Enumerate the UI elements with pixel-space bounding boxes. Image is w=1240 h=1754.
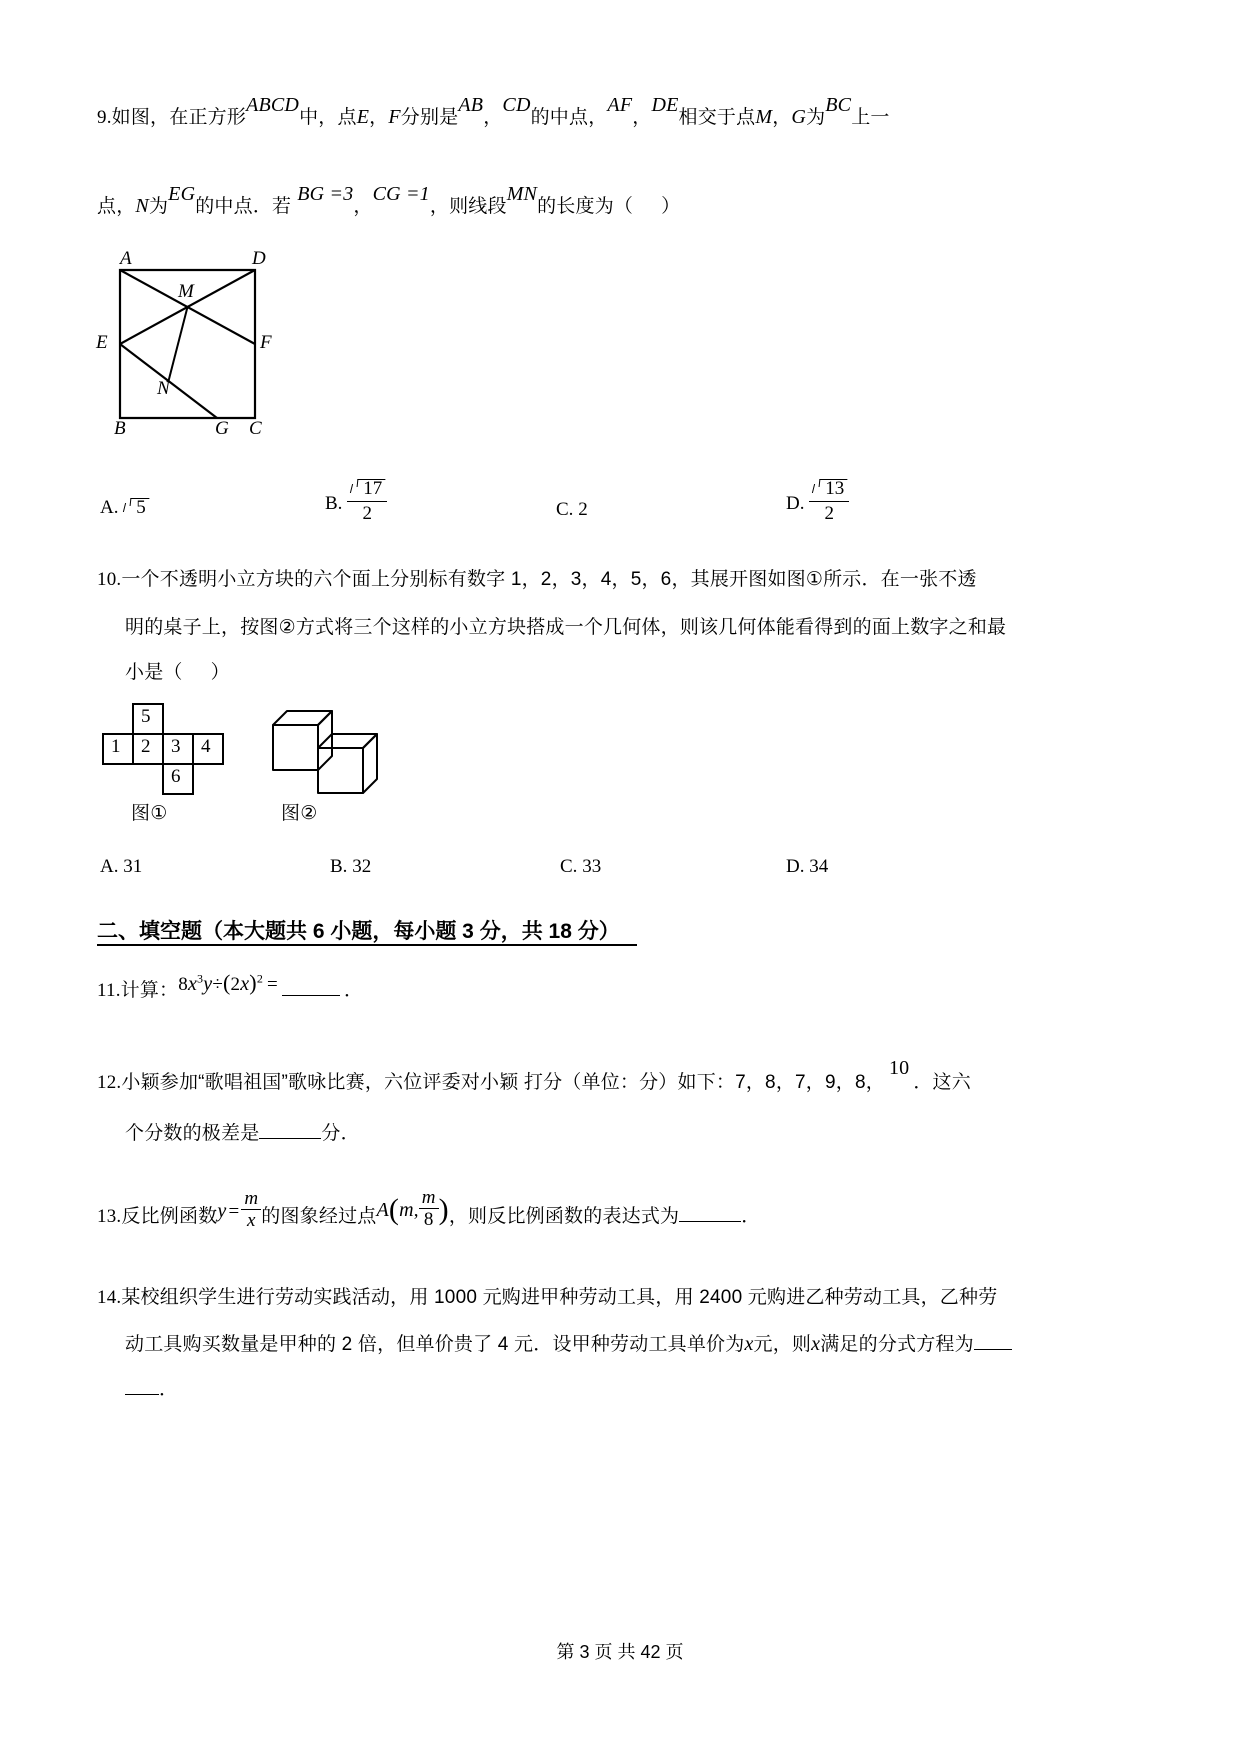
- q13-point-frac-num: m: [421, 1187, 436, 1208]
- q13-frac-den: x: [241, 1209, 261, 1230]
- q9-option-a-label: A.: [100, 497, 119, 518]
- q9-option-d-radical: [812, 478, 846, 500]
- question-9-line-1: [97, 94, 890, 128]
- q13-answer-blank[interactable]: [679, 1205, 741, 1222]
- question-12-line-1: [97, 1057, 971, 1093]
- page-footer: [0, 1638, 1240, 1664]
- question-9-line-2: [97, 183, 681, 217]
- q9-option-c-label: C.: [556, 499, 574, 520]
- q10-text-3: 小是（: [125, 662, 183, 683]
- q14-answer-blank-part2[interactable]: [125, 1378, 159, 1395]
- q9-option-a[interactable]: [100, 497, 148, 519]
- q10-solid-caption: [281, 804, 317, 823]
- q9-option-b-radical: [350, 478, 384, 500]
- q11-expression: [178, 970, 278, 995]
- q9-var-cd: CD: [502, 94, 531, 116]
- q14-var-x-2: x: [811, 1333, 821, 1355]
- q14-text-3: ．: [159, 1379, 179, 1400]
- q9-text-d: 的中点，: [530, 107, 608, 128]
- q10-text-2: 明的桌子上，按图②方式将三个这样的小立方块搭成一个几何体，则该几何体能看得到的面上数字之和最: [125, 617, 1007, 638]
- q14-var-x-1: x: [744, 1333, 754, 1355]
- q9-l2-text-c: 的中点．若: [195, 196, 292, 217]
- q10-option-b-label: B.: [330, 856, 348, 877]
- q14-text-2a: 动工具购买数量是甲种的 2 倍，但单价贵了 4 元．设甲种劳动工具单价为: [125, 1334, 745, 1355]
- figure-label-C: C: [249, 418, 262, 439]
- q10-option-b[interactable]: [330, 856, 371, 878]
- question-14-line-2: [125, 1333, 1012, 1354]
- q9-var-de: DE: [651, 94, 679, 116]
- q10-option-d-label: D.: [786, 856, 805, 877]
- q9-option-b[interactable]: [325, 478, 387, 528]
- q14-answer-blank-part1[interactable]: [974, 1333, 1012, 1350]
- q9-l2-text-e: 的长度为（: [537, 196, 634, 217]
- q9-option-d-fraction: [809, 478, 849, 525]
- q9-option-d[interactable]: [786, 478, 849, 528]
- q11-number: 11.: [97, 980, 121, 1001]
- figure-label-B: B: [114, 418, 126, 439]
- q9-option-b-radicand: 17: [363, 478, 383, 499]
- q9-option-d-label: D.: [786, 492, 805, 514]
- q13-point-frac-den: 8: [419, 1208, 439, 1229]
- q11-y: y: [203, 973, 213, 995]
- figure-label-D: D: [252, 248, 266, 269]
- q13-point-m: m: [399, 1198, 414, 1221]
- q9-option-b-denominator: 2: [347, 501, 387, 525]
- q13-equals: =: [228, 1200, 240, 1222]
- q10-option-d[interactable]: [786, 856, 828, 878]
- q9-eq-bg: BG =3: [297, 183, 354, 205]
- q10-text-1: 一个不透明小立方块的六个面上分别标有数字 1，2，3，4，5，6，其展开图如图①所示．在一张不透: [121, 569, 977, 590]
- q11-coeff: 8: [178, 974, 188, 995]
- q10-cube-net: [100, 700, 240, 795]
- q9-text-f: 为: [806, 107, 826, 128]
- question-10-line-2: [125, 618, 1006, 637]
- section-2-heading: [97, 915, 620, 945]
- q10-option-c-label: C.: [560, 856, 578, 877]
- q14-text-1: 某校组织学生进行劳动实践活动，用 1000 元购进甲种劳动工具，用 2400 元购进乙种劳动工具，乙种劳: [121, 1287, 998, 1308]
- q13-point-fraction: [419, 1188, 439, 1229]
- q9-eq-cg: CG =1: [372, 183, 430, 205]
- q10-net-caption: [131, 804, 167, 823]
- q9-var-af: AF: [607, 94, 633, 116]
- q9-comma-4: ，: [772, 107, 792, 128]
- q9-var-ab: AB: [458, 94, 484, 116]
- section-2-heading-text: 二、填空题（本大题共 6 小题，每小题 3 分，共 18 分）: [97, 920, 620, 943]
- q10-cube-net-svg: [100, 700, 240, 795]
- question-10-line-1: [97, 570, 977, 589]
- q12-text-2a: 个分数的极差是: [125, 1123, 260, 1144]
- q11-x-power: 3: [197, 971, 204, 986]
- q9-l2-text-f: ）: [661, 196, 681, 217]
- net-cell-bottom: 6: [171, 766, 181, 787]
- q13-text-b: 的图象经过点: [261, 1205, 377, 1227]
- q12-number: 12.: [97, 1072, 122, 1093]
- q9-l2-text-d: ，则线段: [429, 196, 507, 217]
- q11-power-2: 2: [256, 971, 264, 986]
- figure-label-G: G: [215, 418, 229, 439]
- q9-text-g: 上一: [851, 107, 890, 128]
- q14-number: 14.: [97, 1287, 122, 1308]
- q14-text-2c: 满足的分式方程为: [820, 1334, 974, 1355]
- q10-option-a[interactable]: [100, 856, 142, 878]
- q9-text-a: 如图，在正方形: [111, 107, 247, 128]
- question-10-line-3: [125, 663, 230, 682]
- net-cell-top: 5: [141, 706, 151, 727]
- q11-equals: =: [267, 974, 278, 995]
- q9-option-d-radicand: 13: [825, 478, 845, 499]
- q13-text-a: 反比例函数: [121, 1205, 218, 1227]
- q11-paren-close: ): [249, 970, 257, 995]
- q9-var-mn: MN: [506, 183, 538, 205]
- question-12-line-2: [125, 1122, 360, 1143]
- q11-div: ÷: [212, 974, 223, 995]
- q13-point: [376, 1187, 449, 1230]
- q10-option-a-value: 31: [123, 856, 143, 877]
- q10-option-a-label: A.: [100, 856, 119, 877]
- q9-option-b-fraction: [347, 478, 387, 525]
- q12-text-1-end: ．这六: [913, 1072, 971, 1093]
- figure-label-A: A: [120, 248, 132, 269]
- q13-fraction: [241, 1189, 261, 1230]
- q9-text-b: 中，点: [299, 107, 357, 128]
- q9-option-d-numerator: [809, 478, 849, 501]
- q11-text-a: 计算：: [120, 980, 179, 1001]
- figure-label-E: E: [96, 332, 108, 353]
- q9-var-bc: BC: [825, 94, 852, 116]
- net-cell-4: 4: [201, 736, 211, 757]
- q12-text-1: 小颖参加“歌唱祖国”歌咏比赛，六位评委对小颖 打分（单位：分）如下：7，8，7，9，8，: [121, 1072, 885, 1093]
- q12-text-2b: 分．: [321, 1123, 360, 1144]
- section-2-underline: [97, 944, 637, 946]
- q11-x2: x: [240, 973, 250, 995]
- q13-text-d: ．: [741, 1205, 761, 1227]
- q9-option-b-label: B.: [325, 492, 343, 514]
- figure-label-M: M: [178, 281, 194, 302]
- q9-option-c[interactable]: [556, 499, 588, 521]
- q9-option-a-radicand: 5: [136, 497, 146, 518]
- q9-text-e: 相交于点: [678, 107, 756, 128]
- q9-var-g: G: [791, 106, 807, 128]
- q11-paren-open: (: [222, 970, 231, 995]
- q9-comma-3: ，: [632, 107, 652, 128]
- q9-l2-comma: ，: [353, 196, 373, 217]
- q9-comma-2: ，: [483, 107, 503, 128]
- q9-var-n: N: [135, 195, 149, 217]
- q10-option-c[interactable]: [560, 856, 601, 878]
- q13-paren-open: (: [388, 1192, 400, 1226]
- q13-paren-close: ): [438, 1192, 449, 1226]
- net-cell-1: 1: [111, 736, 121, 757]
- q9-var-f: F: [388, 106, 401, 128]
- q10-text-3-close: ）: [210, 662, 230, 683]
- q9-option-b-numerator: [347, 478, 387, 501]
- q10-solid-caption-text: 图②: [281, 803, 318, 824]
- q9-var-eg: EG: [168, 183, 196, 205]
- q9-comma-1: ，: [369, 107, 389, 128]
- q13-number: 13.: [97, 1205, 122, 1227]
- q10-net-caption-text: 图①: [131, 803, 168, 824]
- figure-label-N: N: [157, 378, 170, 399]
- q9-l2-text-b: 为: [148, 196, 169, 217]
- q10-solid-svg: [265, 700, 385, 795]
- q13-text-c: ，则反比例函数的表达式为: [448, 1205, 680, 1227]
- q11-answer-blank[interactable]: [282, 979, 340, 996]
- q9-var-m: M: [755, 106, 773, 128]
- q9-option-a-radical: [123, 497, 148, 519]
- q9-var-abcd: ABCD: [246, 94, 300, 116]
- question-11: [97, 970, 364, 1001]
- q10-number: 10.: [97, 569, 122, 590]
- q13-equation: [217, 1188, 261, 1231]
- page-footer-text: 第 3 页 共 42 页: [556, 1642, 684, 1662]
- q13-frac-num: m: [244, 1188, 259, 1209]
- question-13: [97, 1187, 761, 1238]
- q11-two: 2: [230, 974, 241, 995]
- question-14-line-1: [97, 1288, 997, 1307]
- figure-label-F: F: [260, 332, 272, 353]
- q9-l2-text-a: 点，: [97, 196, 136, 217]
- q9-text-c: 分别是: [400, 107, 459, 128]
- q9-option-c-value: 2: [578, 499, 588, 520]
- q10-option-b-value: 32: [352, 856, 372, 877]
- q9-var-e: E: [356, 106, 370, 128]
- q14-text-2b: 元，则: [753, 1334, 812, 1355]
- q11-text-b: ．: [343, 980, 364, 1001]
- net-cell-2: 2: [141, 736, 151, 757]
- q9-figure-svg: [110, 258, 310, 438]
- q9-option-d-denominator: 2: [809, 501, 849, 525]
- q13-point-A: A: [376, 1198, 389, 1221]
- q10-option-c-value: 33: [582, 856, 602, 877]
- q9-number: 9.: [97, 107, 112, 128]
- q12-answer-blank[interactable]: [259, 1122, 321, 1139]
- q13-point-comma: ,: [413, 1199, 419, 1221]
- q10-option-d-value: 34: [809, 856, 829, 877]
- question-14-line-3: [125, 1378, 178, 1399]
- net-cell-3: 3: [171, 736, 181, 757]
- q13-y: y: [217, 1199, 227, 1222]
- q11-x: x: [187, 973, 198, 995]
- q9-figure-square-abcd: [96, 248, 310, 439]
- q10-solid-figure: [265, 700, 385, 795]
- q12-score-10: 10: [888, 1057, 910, 1079]
